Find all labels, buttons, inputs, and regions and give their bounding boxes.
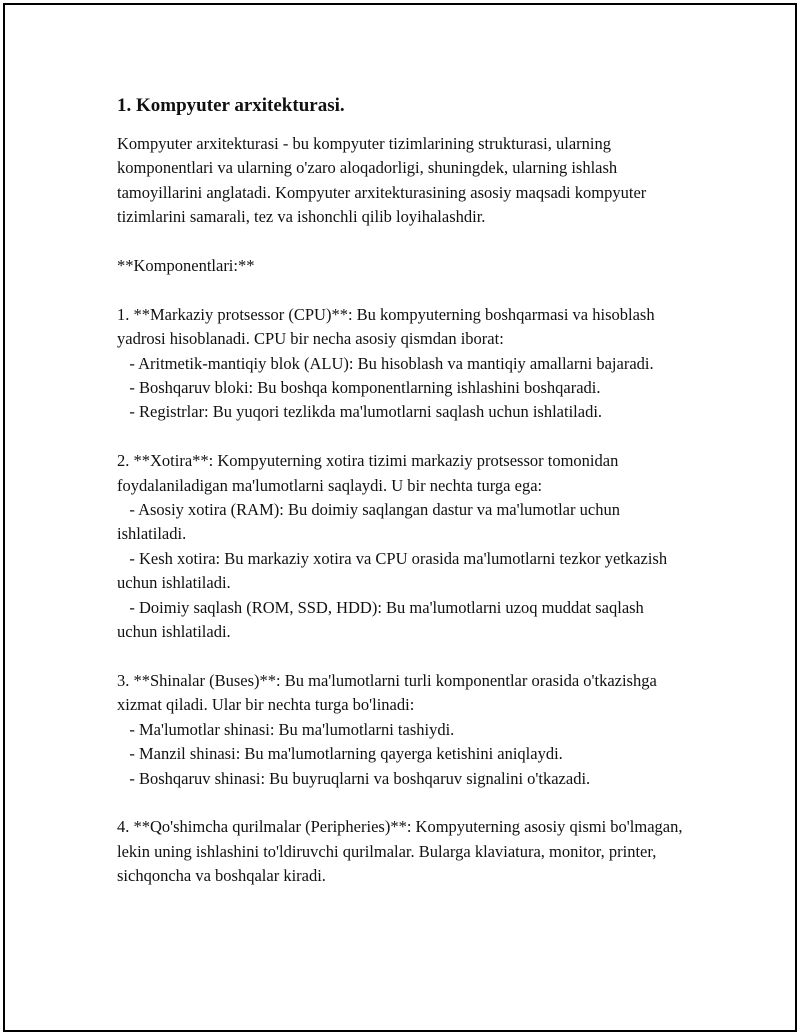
list-item: - Kesh xotira: Bu markaziy xotira va CPU orasida ma'lumotlarni tezkor yetkazish uchun ishlatiladi. bbox=[117, 548, 672, 593]
section-cpu bbox=[117, 303, 687, 425]
section-buses bbox=[117, 669, 687, 791]
list-item: - Boshqaruv shinasi: Bu buyruqlarni va boshqaruv signalini o'tkazadi. bbox=[117, 768, 591, 788]
document-body bbox=[117, 92, 687, 889]
list-item: - Asosiy xotira (RAM): Bu doimiy saqlangan dastur va ma'lumotlar uchun ishlatiladi. bbox=[117, 500, 625, 544]
section-lead: 4. **Qo'shimcha qurilmalar (Peripheries)**: Kompyuterning asosiy qismi bo'lmagan, lekin uning ishlashini to'ldiruvchi qurilmalar. Bularga klaviatura, monitor, printer, sichqoncha va boshqalar kiradi. bbox=[117, 817, 683, 886]
intro-paragraph: Kompyuter arxitekturasi - bu kompyuter tizimlarining strukturasi, ularning komponentlari va ularning o'zaro aloqadorligi, shuningdek, ularning ishlash tamoyillarini anglatadi. Kompyuter arxitekturasining asosiy maqsadi kompyuter tizimlarini samarali, tez va ishonchli qilib loyihalashdir. bbox=[117, 134, 647, 227]
list-item: - Aritmetik-mantiqiy blok (ALU): Bu hisoblash va mantiqiy amallarni bajaradi. bbox=[117, 353, 654, 373]
section-memory bbox=[117, 449, 687, 644]
list-item: - Doimiy saqlash (ROM, SSD, HDD): Bu ma'lumotlarni uzoq muddat saqlash uchun ishlatiladi. bbox=[117, 597, 648, 642]
list-item: - Boshqaruv bloki: Bu boshqa komponentlarning ishlashini boshqaradi. bbox=[117, 378, 601, 398]
list-item: - Ma'lumotlar shinasi: Bu ma'lumotlarni tashiydi. bbox=[117, 719, 455, 739]
section-lead: 3. **Shinalar (Buses)**: Bu ma'lumotlarni turli komponentlar orasida o'tkazishga xizmat qiladi. Ular bir nechta turga bo'linadi: bbox=[117, 670, 657, 715]
section-lead: 2. **Xotira**: Kompyuterning xotira tizimi markaziy protsessor tomonidan foydalaniladigan ma'lumotlarni saqlaydi. U bir nechta turga ega: bbox=[117, 451, 619, 495]
components-heading: **Komponentlari:** bbox=[117, 256, 255, 276]
document-title: 1. Kompyuter arxitekturasi. bbox=[117, 95, 345, 116]
section-lead: 1. **Markaziy protsessor (CPU)**: Bu kompyuterning boshqarmasi va hisoblash yadrosi hisoblanadi. CPU bir necha asosiy qismdan iborat: bbox=[117, 304, 655, 349]
list-item: - Manzil shinasi: Bu ma'lumotlarning qayerga ketishini aniqlaydi. bbox=[117, 744, 563, 764]
section-peripherals bbox=[117, 815, 687, 888]
list-item: - Registrlar: Bu yuqori tezlikda ma'lumotlarni saqlash uchun ishlatiladi. bbox=[117, 402, 603, 422]
